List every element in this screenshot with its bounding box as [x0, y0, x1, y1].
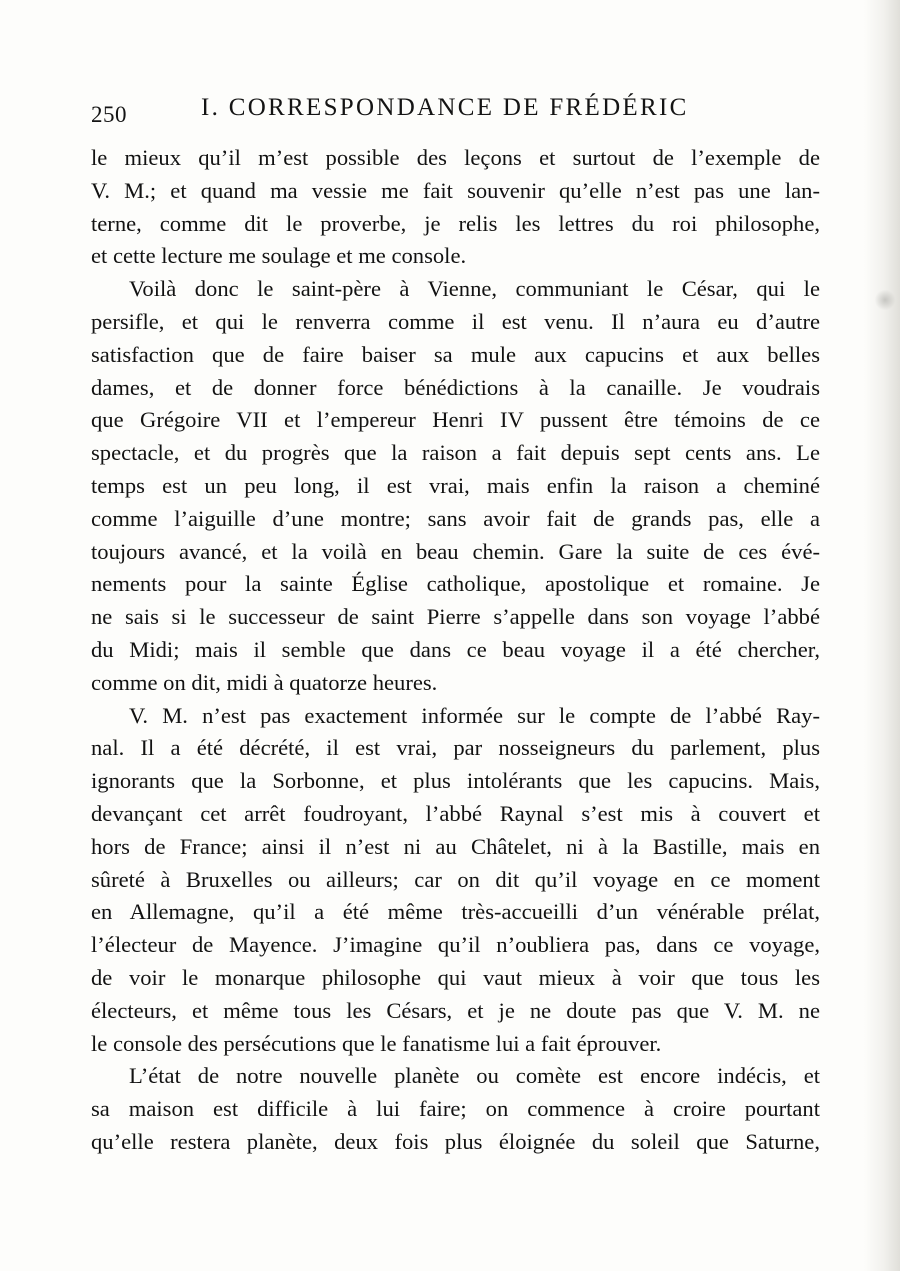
text-line: toujours avancé, et la voilà en beau chemin. Gare la suite de ces évé- — [91, 538, 820, 564]
page-header — [91, 94, 831, 128]
page-edge-shadow — [864, 0, 900, 1271]
page-smudge — [874, 290, 896, 310]
text-line: du Midi; mais il semble que dans ce beau voyage il a été chercher, — [91, 636, 820, 662]
text-line: de voir le monarque philosophe qui vaut mieux à voir que tous les — [91, 964, 820, 990]
text-line: devançant cet arrêt foudroyant, l’abbé Raynal s’est mis à couvert et — [91, 800, 820, 826]
text-line: hors de France; ainsi il n’est ni au Châtelet, ni à la Bastille, mais en — [91, 833, 820, 859]
text-line: dames, et de donner force bénédictions à la canaille. Je voudrais — [91, 374, 820, 400]
text-line: ne sais si le successeur de saint Pierre s’appelle dans son voyage l’abbé — [91, 604, 820, 630]
text-line: temps est un peu long, il est vrai, mais enfin la raison a cheminé — [91, 472, 820, 498]
text-line: nements pour la sainte Église catholique, apostolique et romaine. Je — [91, 571, 820, 597]
text-line: le console des persécutions que le fanatisme lui a fait éprouver. — [91, 1030, 662, 1056]
text-line: l’électeur de Mayence. J’imagine qu’il n’oubliera pas, dans ce voyage, — [91, 932, 820, 958]
text-line: que Grégoire VII et l’empereur Henri IV pussent être témoins de ce — [91, 407, 820, 433]
text-line: comme on dit, midi à quatorze heures. — [91, 669, 438, 695]
text-line: sa maison est difficile à lui faire; on commence à croire pourtant — [91, 1096, 820, 1122]
text-line: ignorants que la Sorbonne, et plus intolérants que les capucins. Mais, — [91, 768, 820, 794]
text-line: persifle, et qui le renverra comme il est venu. Il n’aura eu d’autre — [91, 308, 820, 334]
text-line: L’état de notre nouvelle planète ou comète est encore indécis, et — [129, 1063, 820, 1089]
text-line: et cette lecture me soulage et me console. — [91, 243, 467, 269]
text-line: qu’elle restera planète, deux fois plus éloignée du soleil que Saturne, — [91, 1128, 820, 1154]
running-head: I. CORRESPONDANCE DE FRÉDÉRIC — [201, 94, 689, 121]
text-line: spectacle, et du progrès que la raison a fait depuis sept cents ans. Le — [91, 440, 820, 466]
page-number: 250 — [91, 102, 127, 127]
text-line: Voilà donc le saint-père à Vienne, communiant le César, qui le — [129, 276, 820, 302]
text-line: V. M.; et quand ma vessie me fait souvenir qu’elle n’est pas une lan- — [91, 177, 820, 203]
text-line: V. M. n’est pas exactement informée sur le compte de l’abbé Ray- — [129, 702, 820, 728]
text-line: terne, comme dit le proverbe, je relis les lettres du roi philosophe, — [91, 210, 820, 236]
text-line: satisfaction que de faire baiser sa mule aux capucins et aux belles — [91, 341, 820, 367]
text-line: comme l’aiguille d’une montre; sans avoir fait de grands pas, elle a — [91, 505, 820, 531]
text-line: le mieux qu’il m’est possible des leçons et surtout de l’exemple de — [91, 145, 820, 170]
body-text — [91, 142, 820, 1159]
text-line: sûreté à Bruxelles ou ailleurs; car on dit qu’il voyage en ce moment — [91, 866, 820, 892]
text-line: en Allemagne, qu’il a été même très-accueilli d’un vénérable prélat, — [91, 899, 820, 925]
text-line: nal. Il a été décrété, il est vrai, par nosseigneurs du parlement, plus — [91, 735, 820, 761]
text-line: électeurs, et même tous les Césars, et je ne doute pas que V. M. ne — [91, 997, 820, 1023]
